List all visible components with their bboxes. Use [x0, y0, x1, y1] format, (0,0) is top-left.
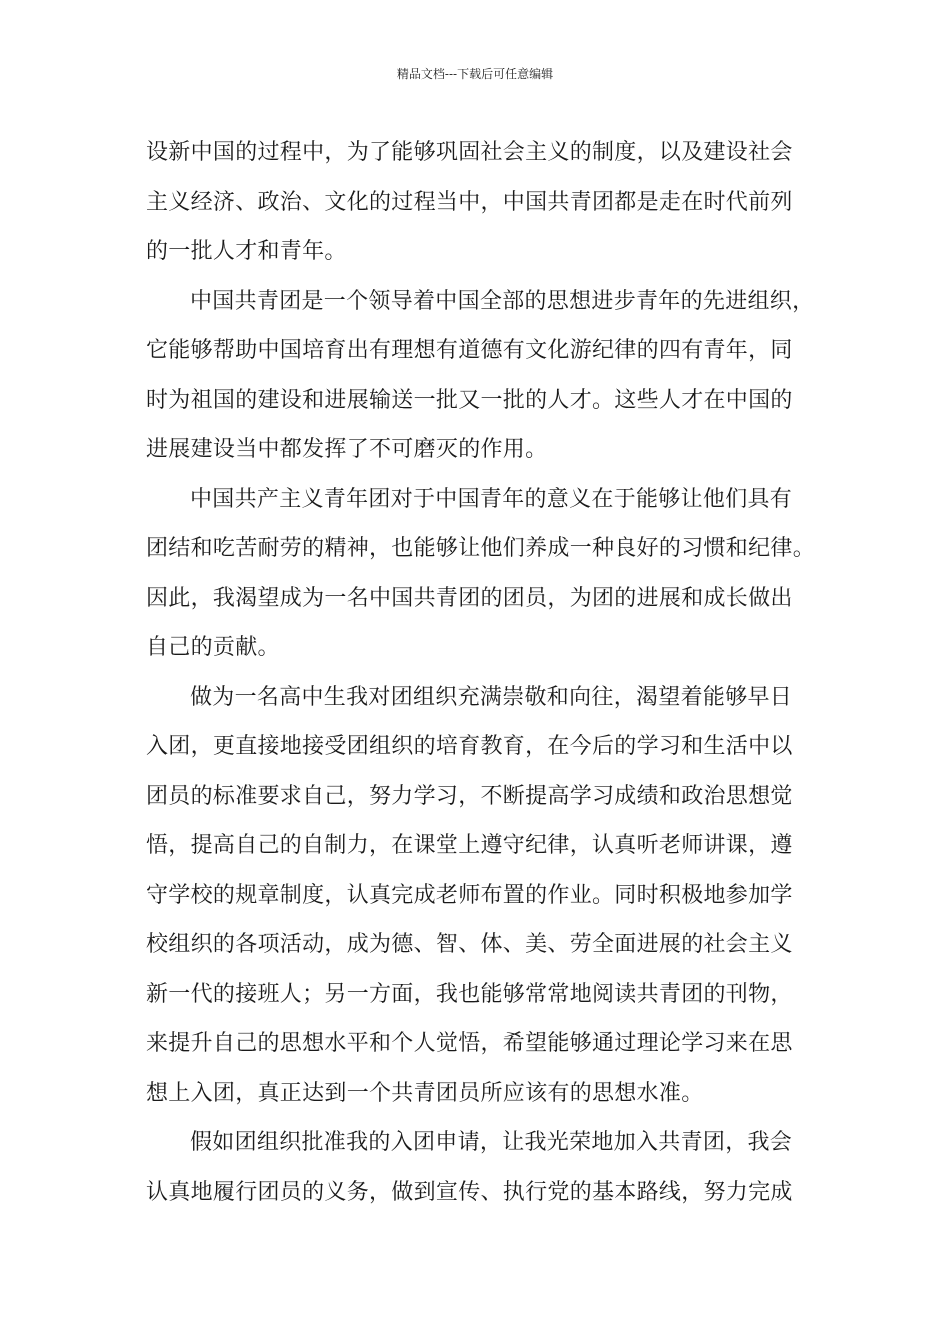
body-text-line: 因此，我渴望成为一名中国共青团的团员，为团的进展和成长做出	[146, 585, 793, 611]
body-text-line: 假如团组织批准我的入团申请，让我光荣地加入共青团，我会	[190, 1130, 793, 1155]
body-text-line: 中国共产主义青年团对于中国青年的意义在于能够让他们具有	[190, 486, 793, 512]
body-text-line: 悟，提高自己的自制力，在课堂上遵守纪律，认真听老师讲课，遵	[146, 833, 793, 858]
body-text-line: 守学校的规章制度，认真完成老师布置的作业。同时积极地参加学	[146, 882, 793, 908]
body-text-line: 中国共青团是一个领导着中国全部的思想进步青年的先进组织，	[190, 288, 815, 314]
body-text-line: 来提升自己的思想水平和个人觉悟，希望能够通过理论学习来在思	[146, 1031, 793, 1056]
body-text-line: 团员的标准要求自己，努力学习，不断提高学习成绩和政治思想觉	[146, 783, 793, 809]
body-text-line: 认真地履行团员的义务，做到宣传、执行党的基本路线，努力完成	[146, 1179, 793, 1205]
page-header: 精品文档---下载后可任意编辑	[396, 67, 554, 81]
body-text-line: 自己的贡献。	[146, 635, 280, 660]
body-text-line: 时为祖国的建设和进展输送一批又一批的人才。这些人才在中国的	[146, 387, 793, 413]
body-text-line: 新一代的接班人；另一方面，我也能够常常地阅读共青团的刊物，	[146, 981, 793, 1007]
body-text-line: 想上入团，真正达到一个共青团员所应该有的思想水准。	[146, 1080, 704, 1106]
body-text-line: 主义经济、政治、文化的过程当中，中国共青团都是走在时代前列	[146, 189, 793, 215]
body-text-line: 校组织的各项活动，成为德、智、体、美、劳全面进展的社会主义	[146, 932, 793, 957]
document-body	[146, 128, 836, 1217]
body-text-line: 进展建设当中都发挥了不可磨灭的作用。	[146, 437, 548, 462]
body-text-line: 设新中国的过程中，为了能够巩固社会主义的制度，以及建设社会	[146, 140, 793, 165]
body-text-line: 团结和吃苦耐劳的精神，也能够让他们养成一种良好的习惯和纪律。	[146, 536, 816, 561]
body-text-line: 入团，更直接地接受团组织的培育教育，在今后的学习和生活中以	[146, 734, 793, 759]
body-text-line: 它能够帮助中国培育出有理想有道德有文化游纪律的四有青年，同	[146, 338, 793, 363]
body-text-line: 做为一名高中生我对团组织充满崇敬和向往，渴望着能够早日	[190, 684, 793, 710]
body-text-line: 的一批人才和青年。	[146, 239, 347, 264]
